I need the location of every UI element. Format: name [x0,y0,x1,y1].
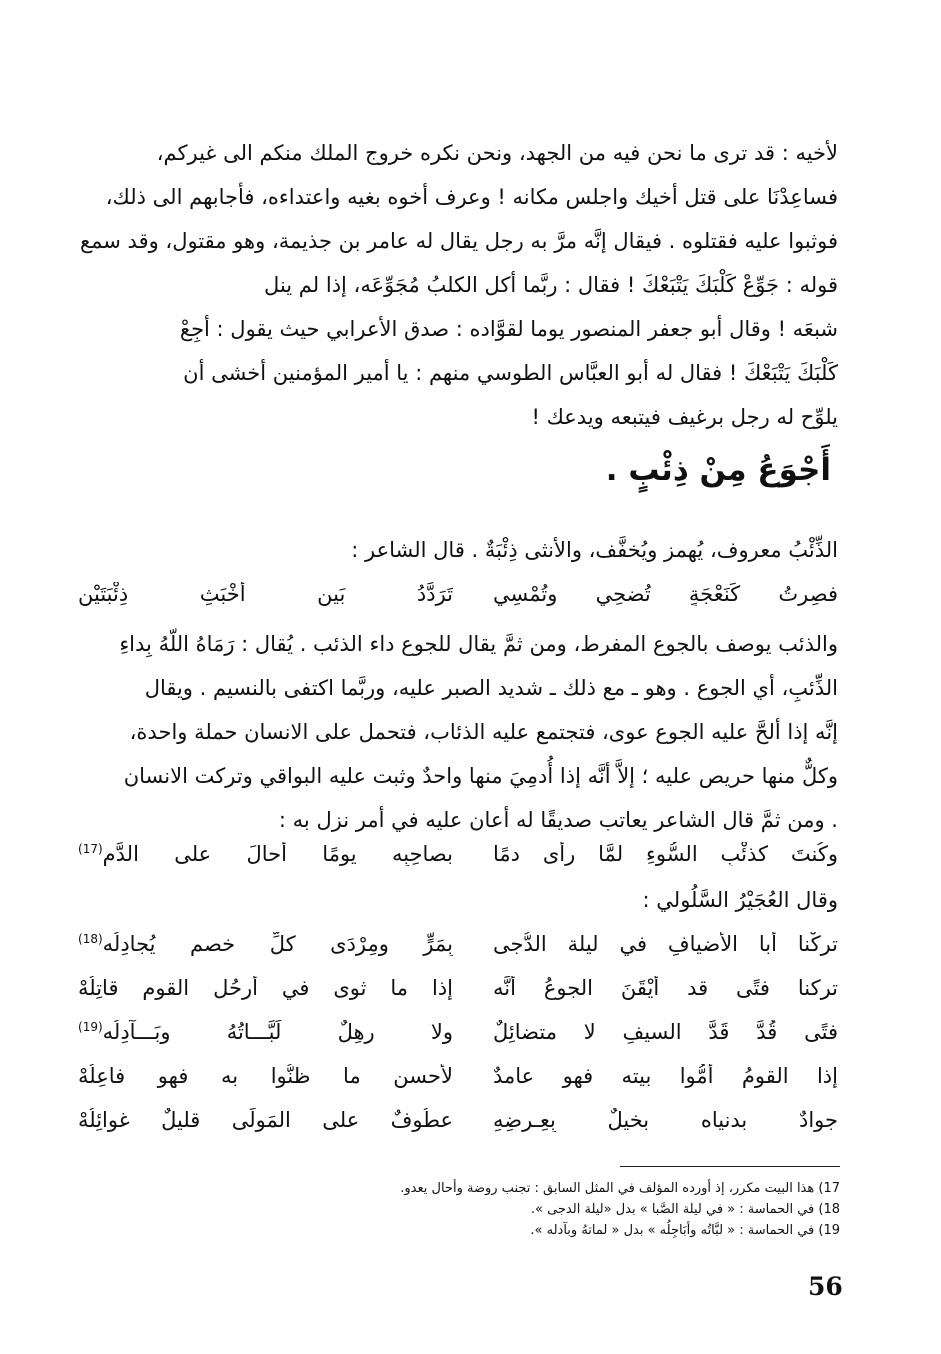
poem-verse [78,1020,838,1064]
poem-verse [78,1064,838,1108]
verse-first-hemistich: وكُنتَ كذئْبِ السُّوءِ لمَّا رأى دمًا [493,842,838,866]
footnote-18: 18) في الحماسة : « في ليلة الصَّبا » بدل «ليلة الدجى ». [530,1202,840,1217]
footnote-17: 17) هذا البيت مكرر، إذ أورده المؤلف في المثل السابق : تجنب روضة وأحال يعدو. [400,1181,840,1196]
verse-second-hemistich: عطُوفٌ على المَولَى قليلٌ غوائِلُهْ [78,1108,453,1132]
verse-text: بصاحِبِه يومًا أحالَ على الدَّمِ [102,842,453,866]
footnotes [300,1178,840,1241]
verse-first-hemistich: فتًى قُدَّ قَدَّ السيفِ لا متضائِلٌ [493,1020,838,1044]
page-number: 56 [808,1272,843,1301]
verse-second-hemistich: لأحسنِ ما ظنُّوا به فهو فاعِلُهْ [78,1064,453,1088]
verse-first-hemistich: إذا القومُ أمُّوا بيته فهو عامدٌ [493,1064,838,1088]
text-line: فوثبوا عليه فقتلوه . فيقال إنَّه مرَّ به رجل يقال له عامر بن جذيمة، وهو مقتول، وقد سمع [79,229,838,253]
verse-second-hemistich [78,932,453,956]
paragraph-1 [78,131,838,439]
verse-first-hemistich: جوادٌ بدنياه بخيلٌ بِعِـرضِهِ [493,1108,838,1132]
text-line: إنَّه إذا ألحَّ عليه الجوع عوى، فتجتمع عليه الذئاب، فتحمل على الانسان حملة واحدة، [129,720,838,744]
text-line: يلوِّح له رجل برغيف فيتبعه ويدعك ! [531,405,838,429]
text-line: الذِّئبِ، أي الجوع . وهو ـ مع ذلك ـ شديد الصبر عليه، وربَّما اكتفى بالنسيم . ويقال [144,676,838,700]
paragraph-2 [78,622,838,842]
poem-verse [78,1108,838,1152]
verse-1 [78,582,838,626]
verse-first-hemistich: فصِرتُ كَنَعْجَةٍ تُضحِي وتُمْسِي [493,582,838,606]
verse-2 [78,842,838,886]
footnote-marker: (17) [78,842,103,856]
text-line: وكلٌّ منها حريص عليه ؛ إلاَّ أنَّه إذا أُدمِيَ منها واحدٌ وثبت عليه البواقي وتركت الانسان [123,764,838,788]
text-line: . ومن ثمَّ قال الشاعر يعاتب صديقًا له أعان عليه في أمر نزل به : [278,808,838,832]
text-line: شبعَه ! وقال أبو جعفر المنصور يوما لقوَّاده : صدق الأعرابي حيث يقول : أجِعْ [179,317,838,341]
footnote-19: 19) في الحماسة : « لبَّاتُه وأبَاجِلُه » بدل « لماتهُ وبآدله ». [530,1223,840,1238]
verse-second-hemistich: تَرَدَّدُ بَين أَخْبَثِ ذِئْبَتَيْن [78,582,453,606]
footnote-marker: (19) [78,1020,103,1034]
verse-text: ولا رهِلٌ لَبَّـــاتُهُ وبَـــآدِلُه [102,1020,453,1044]
verse-second-hemistich [78,1020,453,1044]
verse-second-hemistich [78,842,453,866]
verse-first-hemistich: تركنا فتًى قد أيْقَنَ الجوعُ أنَّه [493,976,838,1000]
verse-second-hemistich: إذا ما ثوى في أرحُلِ القومِ قاتِلُهْ [78,976,453,1000]
footnote-divider [620,1166,840,1167]
poem-verse [78,932,838,976]
verse-first-hemistich: تركْنا أبا الأضيافِ في ليلة الدُّجى [493,932,838,956]
intro-line: الذِّئْبُ معروف، يُهمز ويُخفَّف، والأنثى ذِئْبَةٌ . قال الشاعر : [351,538,838,562]
footnote-marker: (18) [78,932,103,946]
verse-text: بِمَرٍّ ومِرْدَى كلِّ خصمٍ يُجادِلُه [102,932,453,956]
text-line: كَلْبَكَ يَتْبَعْكَ ! فقال له أبو العبَّاس الطوسي منهم : يا أمير المؤمنين أخشى أن [183,361,838,385]
text-line: لأخيه : قد ترى ما نحن فيه من الجهد، ونحن نكره خروج الملك منكم الى غيركم، [156,141,838,165]
text-line: والذئب يوصف بالجوع المفرط، ومن ثمَّ يقال للجوع داء الذئب . يُقال : رَمَاهُ اللّهُ بِداءِ [119,632,838,656]
poem-verse [78,976,838,1020]
text-line: قوله : جَوِّعْ كَلْبَكَ يَتْبَعْكَ ! فقال : ربَّما أكل الكلبُ مُجَوِّعَه، إذا لم ينل [264,273,838,297]
text-line: فساعِدْنَا على قتل أخيك واجلس مكانه ! وعرف أخوه بغيه واعتداءه، فأجابهم الى ذلك، [105,185,838,209]
intro-line-2: وقال العُجَيْرُ السَّلُولي : [642,888,838,912]
proverb-heading: أَجْوَعُ مِنْ ذِئْبٍ . [605,452,831,488]
